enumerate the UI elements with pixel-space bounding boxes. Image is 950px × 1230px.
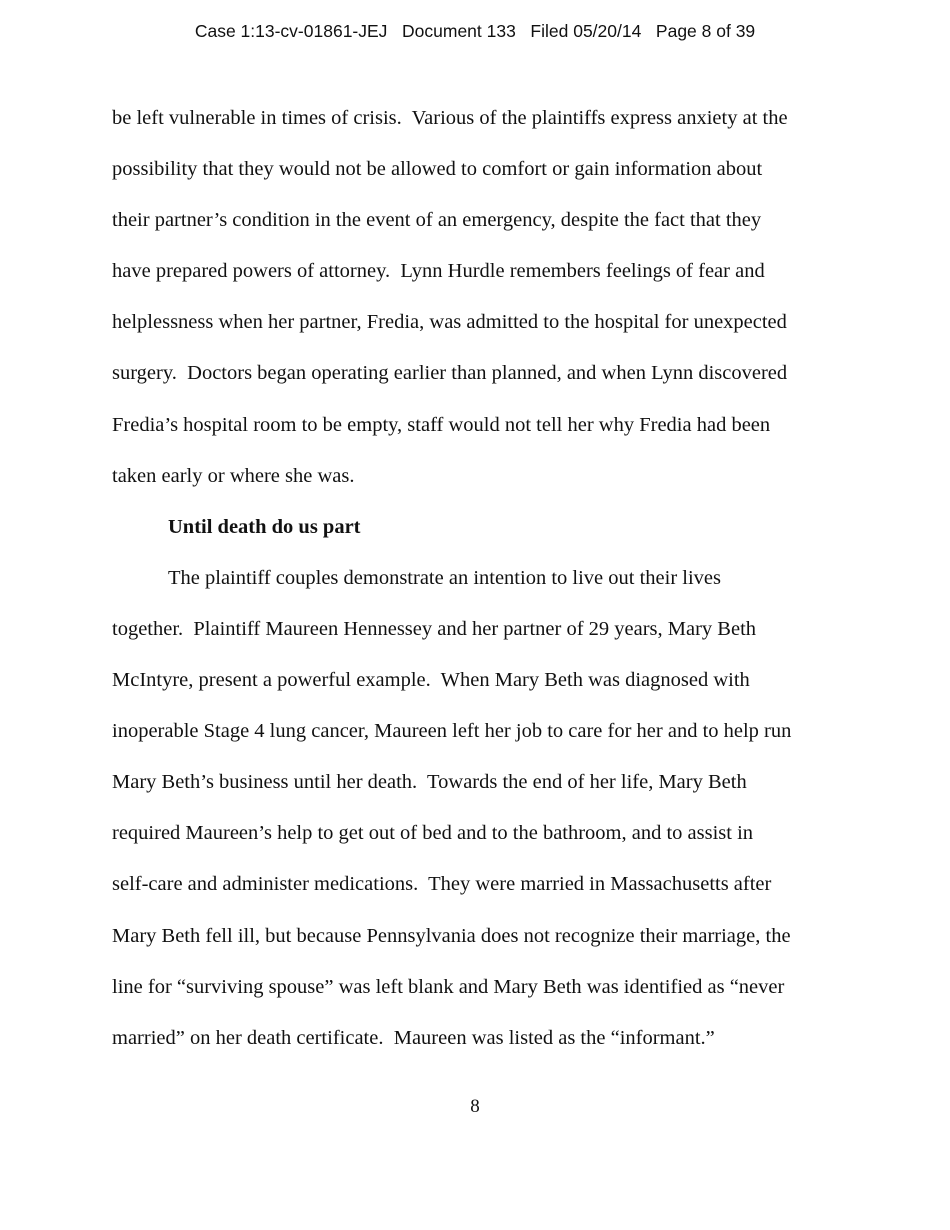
paragraph-line: married” on her death certificate. Maureen was listed as the “informant.” bbox=[112, 1026, 715, 1049]
paragraph-line: inoperable Stage 4 lung cancer, Maureen left her job to care for her and to help run bbox=[112, 720, 792, 743]
case-header: Case 1:13-cv-01861-JEJ Document 133 Filed 05/20/14 Page 8 of 39 bbox=[194, 21, 756, 41]
paragraph-line: Fredia’s hospital room to be empty, staff would not tell her why Fredia had been bbox=[112, 413, 771, 436]
paragraph-line: surgery. Doctors began operating earlier than planned, and when Lynn discovered bbox=[112, 362, 788, 385]
paragraph-line: their partner’s condition in the event of an emergency, despite the fact that they bbox=[112, 209, 762, 232]
paragraph-line: McIntyre, present a powerful example. When Mary Beth was diagnosed with bbox=[112, 669, 750, 692]
paragraph-line: line for “surviving spouse” was left blank and Mary Beth was identified as “never bbox=[112, 975, 785, 998]
paragraph-line: Mary Beth fell ill, but because Pennsylvania does not recognize their marriage, the bbox=[112, 924, 791, 947]
section-heading: Until death do us part bbox=[168, 515, 361, 538]
paragraph-line: have prepared powers of attorney. Lynn Hurdle remembers feelings of fear and bbox=[112, 260, 765, 283]
document-body bbox=[112, 104, 852, 1075]
paragraph-line: taken early or where she was. bbox=[112, 464, 355, 487]
paragraph-line: required Maureen’s help to get out of bed and to the bathroom, and to assist in bbox=[112, 822, 754, 845]
paragraph-line: together. Plaintiff Maureen Hennessey and her partner of 29 years, Mary Beth bbox=[112, 617, 757, 640]
paragraph-line: be left vulnerable in times of crisis. Various of the plaintiffs express anxiety at the bbox=[112, 107, 788, 129]
paragraph-line: helplessness when her partner, Fredia, was admitted to the hospital for unexpected bbox=[112, 311, 787, 334]
paragraph-line: self-care and administer medications. They were married in Massachusetts after bbox=[112, 873, 772, 896]
page-number: 8 bbox=[470, 1096, 480, 1117]
paragraph-line: possibility that they would not be allowed to comfort or gain information about bbox=[112, 158, 763, 181]
paragraph-line: Mary Beth’s business until her death. Towards the end of her life, Mary Beth bbox=[112, 771, 747, 794]
paragraph-line: The plaintiff couples demonstrate an intention to live out their lives bbox=[168, 566, 721, 589]
